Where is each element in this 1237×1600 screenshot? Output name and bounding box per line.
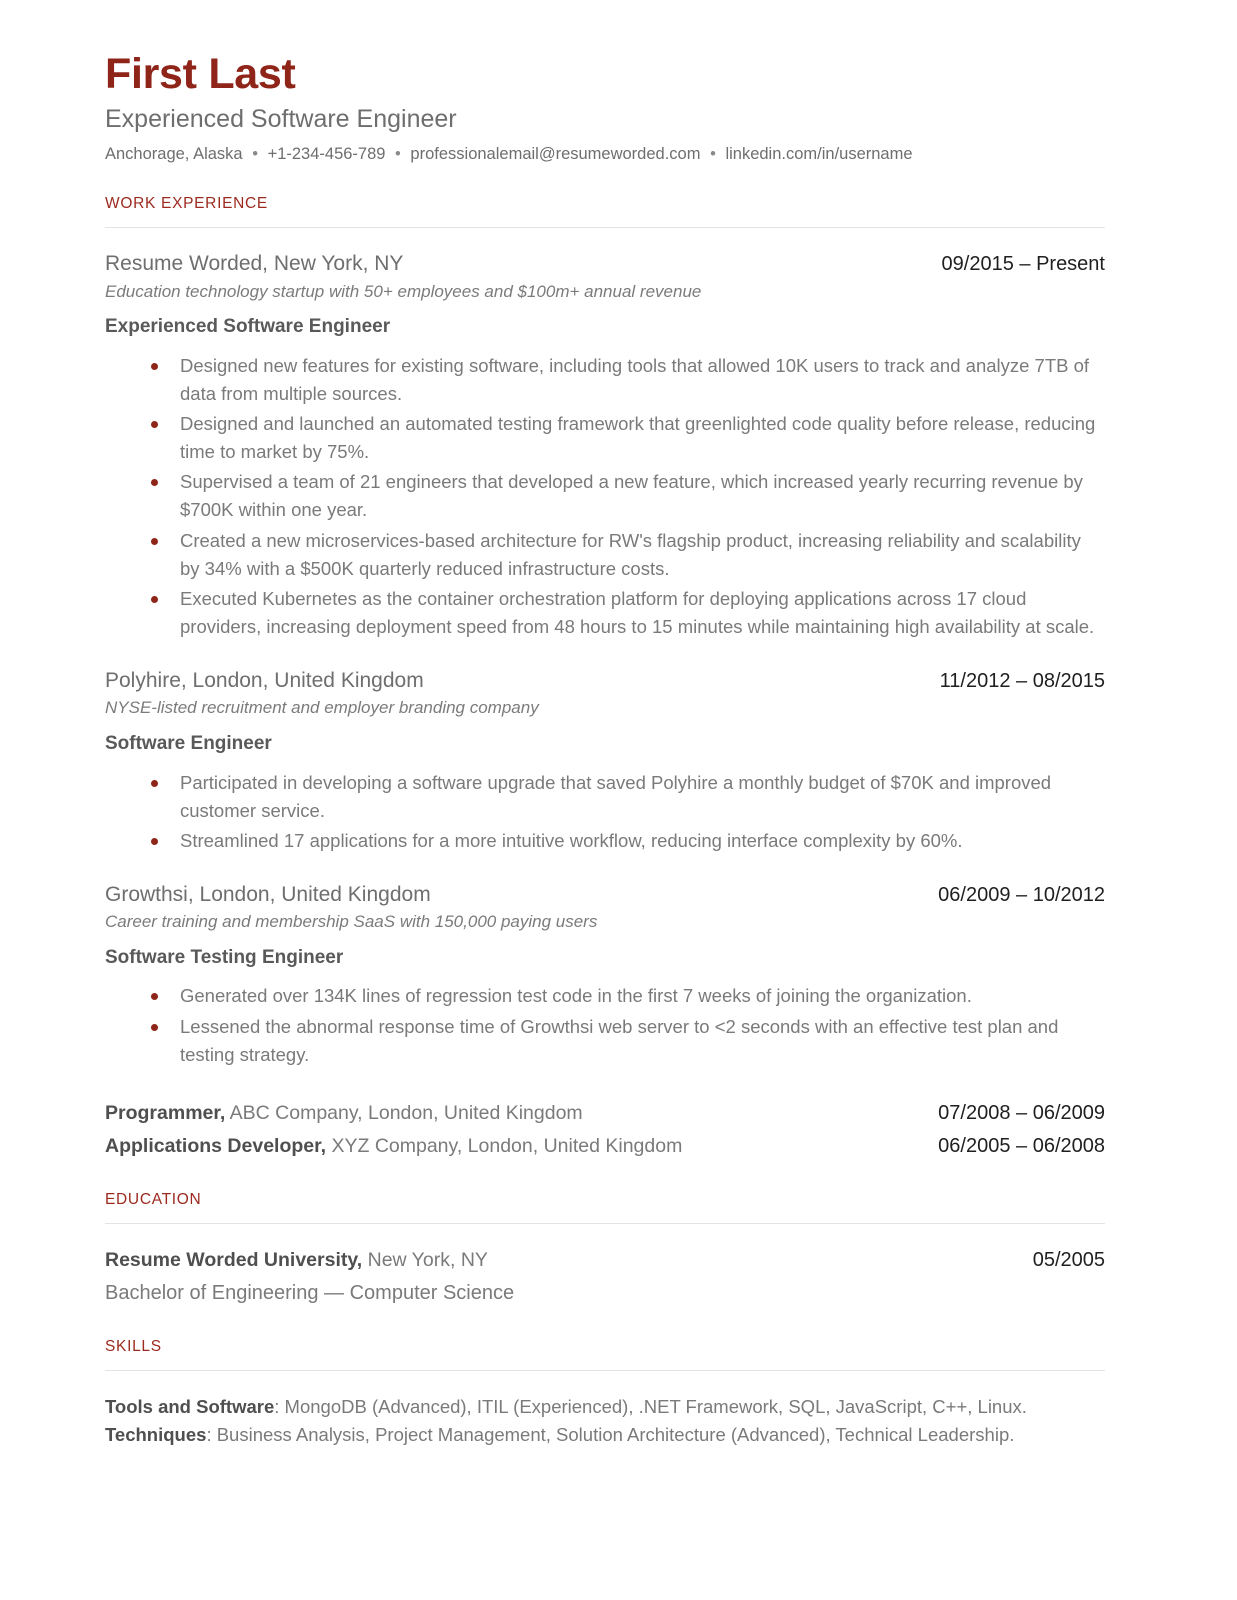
job-company-blurb: NYSE-listed recruitment and employer branding company	[105, 698, 539, 718]
compact-role-detail: ABC Company, London, United Kingdom	[225, 1101, 583, 1124]
section-title-education: EDUCATION	[105, 1191, 202, 1209]
job-company: Polyhire, London, United Kingdom	[105, 669, 424, 692]
compact-role-dates: 06/2005 – 06/2008	[938, 1135, 1105, 1158]
section-work-experience	[105, 195, 1105, 1161]
candidate-headline: Experienced Software Engineer	[105, 105, 457, 134]
job-bullet: Lessened the abnormal response time of Growthsi web server to <2 seconds with an effective test plan and testing strategy.	[151, 1013, 1105, 1069]
contact-separator-icon: •	[710, 144, 716, 163]
education-degree: Bachelor of Engineering — Computer Science	[105, 1281, 515, 1304]
resume-header	[105, 52, 1105, 165]
compact-role-row	[105, 1132, 1105, 1161]
skills-list	[105, 1393, 1105, 1450]
education-header-row	[105, 1246, 1105, 1275]
compact-role-list	[105, 1099, 1105, 1162]
job-header-row	[105, 881, 1105, 908]
job-bullet: Streamlined 17 applications for a more intuitive workflow, reducing interface complexity by 60%.	[151, 827, 1105, 855]
job-bullet-list	[105, 982, 1105, 1068]
education-dates: 05/2005	[1032, 1249, 1105, 1272]
compact-role-text	[105, 1099, 583, 1128]
compact-role-dates: 07/2008 – 06/2009	[938, 1101, 1105, 1124]
section-skills	[105, 1338, 1105, 1450]
job-dates: 11/2012 – 08/2015	[939, 670, 1105, 692]
section-title-skills: SKILLS	[105, 1337, 162, 1355]
compact-role-detail: XYZ Company, London, United Kingdom	[326, 1135, 683, 1158]
job-bullet-list	[105, 352, 1105, 641]
contact-location: Anchorage, Alaska	[105, 144, 243, 163]
contact-phone[interactable]: +1-234-456-789	[267, 144, 386, 163]
skill-values: : MongoDB (Advanced), ITIL (Experienced), .NET Framework, SQL, JavaScript, C++, Linux.	[274, 1395, 1027, 1417]
section-divider	[105, 227, 1105, 228]
contact-line	[105, 144, 1105, 165]
contact-linkedin[interactable]: linkedin.com/in/username	[725, 144, 913, 163]
compact-role-row	[105, 1099, 1105, 1128]
contact-separator-icon: •	[395, 144, 401, 163]
contact-separator-icon: •	[252, 144, 258, 163]
job-title: Software Engineer	[105, 732, 272, 754]
section-title-work-experience: WORK EXPERIENCE	[105, 195, 268, 213]
education-entry	[105, 1246, 1105, 1307]
education-school-name: Resume Worded University,	[105, 1249, 363, 1272]
job-company-blurb: Education technology startup with 50+ employees and $100m+ annual revenue	[105, 281, 702, 301]
job-header-row	[105, 250, 1105, 277]
job-title: Experienced Software Engineer	[105, 316, 391, 338]
section-divider	[105, 1223, 1105, 1224]
job-bullet: Generated over 134K lines of regression test code in the first 7 weeks of joining the organization.	[151, 982, 1105, 1010]
skill-line	[105, 1421, 1105, 1450]
job-list	[105, 250, 1105, 1161]
job-bullet-list	[105, 769, 1105, 855]
job-dates: 09/2015 – Present	[941, 253, 1105, 276]
candidate-name: First Last	[105, 50, 296, 98]
job-entry	[105, 881, 1105, 1069]
section-divider	[105, 1370, 1105, 1371]
education-school-line	[105, 1246, 488, 1275]
job-bullet: Created a new microservices-based architecture for RW's flagship product, increasing reliability and scalability by 34% with a $500K quarterly reduced infrastructure costs.	[151, 527, 1105, 583]
job-header-row	[105, 667, 1105, 694]
job-company: Resume Worded, New York, NY	[105, 252, 404, 276]
job-entry	[105, 250, 1105, 641]
job-title: Software Testing Engineer	[105, 946, 344, 968]
job-dates: 06/2009 – 10/2012	[938, 883, 1105, 906]
compact-role-title: Applications Developer,	[105, 1135, 327, 1158]
skill-values: : Business Analysis, Project Management, Solution Architecture (Advanced), Technical Leadership.	[206, 1424, 1015, 1446]
job-bullet: Participated in developing a software upgrade that saved Polyhire a monthly budget of $70K and improved customer service.	[151, 769, 1105, 825]
job-company-blurb: Career training and membership SaaS with 150,000 paying users	[105, 912, 598, 932]
job-company: Growthsi, London, United Kingdom	[105, 882, 431, 906]
job-bullet: Designed and launched an automated testing framework that greenlighted code quality before release, reducing time to market by 75%.	[151, 410, 1105, 466]
job-bullet: Designed new features for existing software, including tools that allowed 10K users to track and analyze 7TB of data from multiple sources.	[151, 352, 1105, 408]
skill-category-label: Tools and Software	[105, 1395, 275, 1417]
compact-role-text	[105, 1132, 682, 1161]
compact-role-title: Programmer,	[105, 1101, 226, 1124]
skill-category-label: Techniques	[105, 1424, 207, 1446]
job-bullet: Supervised a team of 21 engineers that developed a new feature, which increased yearly recurring revenue by $700K within one year.	[151, 468, 1105, 524]
education-location: New York, NY	[362, 1249, 488, 1272]
section-education	[105, 1191, 1105, 1307]
skill-line	[105, 1393, 1105, 1422]
contact-email[interactable]: professionalemail@resumeworded.com	[410, 144, 701, 163]
job-entry	[105, 667, 1105, 855]
job-bullet: Executed Kubernetes as the container orchestration platform for deploying applications across 17 cloud providers, increasing deployment speed from 48 hours to 15 minutes while maintaining high availability at scale.	[151, 585, 1105, 641]
